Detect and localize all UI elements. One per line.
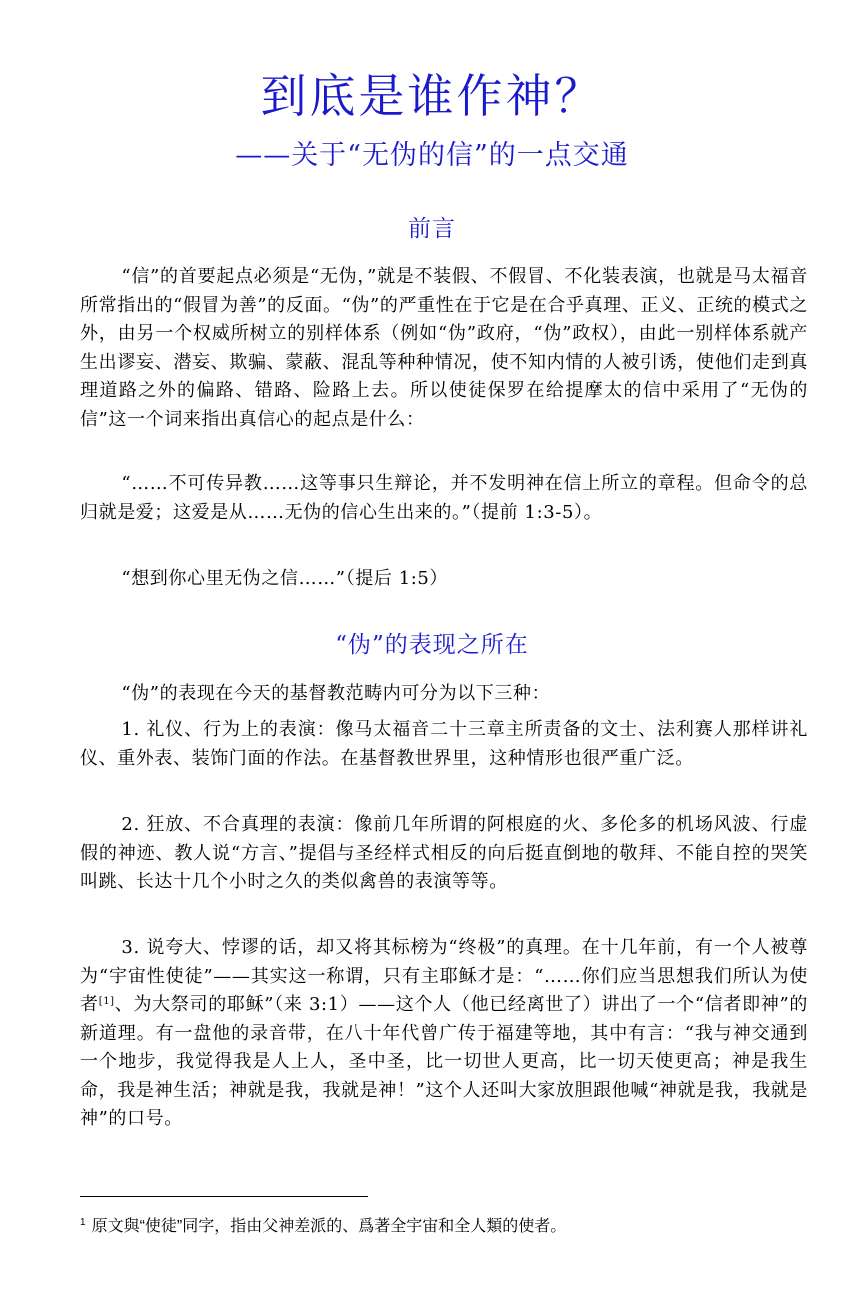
quote-paragraph: “想到你心里无伪之信……”（提后 1:5） [121,568,449,589]
footnote-divider [80,1196,368,1197]
section-heading-manifestation: “伪”的表现之所在 [335,632,529,658]
footnote [80,1212,808,1238]
paragraph: “伪”的表现在今天的基督教范畴内可分为以下三种： [121,683,551,704]
manifestation-intro [80,680,808,709]
preface-quote-1 [80,470,808,527]
quote-paragraph: “……不可传异教……这等事只生辩论，并不发明神在信上所立的章程。但命令的总归就是爱；这爱是从……无伪的信心生出来的。”（提前 1:3-5）。 [80,473,808,523]
list-item: 1. 礼仪、行为上的表演：像马太福音二十三章主所责备的文士、法利赛人那样讲礼仪、重外表、装饰门面的作法。在基督教世界里，这种情形也很严重广泛。 [80,719,808,769]
list-item: 3. 说夸大、悖谬的话，却又将其标榜为“终极”的真理。在十几年前，有一个人被尊为“宇宙性使徒”——其实这一称谓，只有主耶稣才是：“……你们应当思想我们所认为使者[1]、为大祭司的耶稣”（来 3:1）——这个人（他已经离世了）讲出了一个“信者即神”的新道理。有一盘他的录音带，在八十年代曾广传于福建等地，其中有言：“我与神交通到一个地步，我觉得我是人上人，圣中圣，比一切世人更高，比一切天使更高；神是我生命，我是神生活；神就是我，我就是神！”这个人还叫大家放胆跟他喊“神就是我，我就是神”的口号。 [80,937,808,1129]
footnote-mark: 1 [80,1217,86,1228]
preface-paragraph-1 [80,263,808,434]
page-title: 到底是谁作神？ [260,69,604,123]
manifestation-item-3 [80,934,808,1134]
footnote-reference: [1] [98,996,115,1007]
section-heading-preface: 前言 [408,216,456,242]
preface-quote-2 [80,565,808,594]
manifestation-item-2 [80,811,808,897]
list-item: 2. 狂放、不合真理的表演：像前几年所谓的阿根庭的火、多伦多的机场风波、行虚假的神迹、教人说“方言、”提倡与圣经样式相反的向后挺直倒地的敬拜、不能自控的哭笑叫跳、长达十几个小时之久的类似禽兽的表演等等。 [80,814,808,892]
paragraph: “信”的首要起点必须是“无伪，”就是不装假、不假冒、不化装表演，也就是马太福音所常指出的“假冒为善”的反面。“伪”的严重性在于它是在合乎真理、正义、正统的模式之外，由另一个权威所树立的别样体系（例如“伪”政府，“伪”政权），由此一别样体系就产生出谬妄、潜妄、欺骗、蒙蔽、混乱等种种情况，使不知内情的人被引诱，使他们走到真理道路之外的偏路、错路、险路上去。所以使徒保罗在给提摩太的信中采用了“无伪的信”这一个词来指出真信心的起点是什么： [80,266,808,430]
page-subtitle: ——关于“无伪的信”的一点交通 [235,140,629,171]
manifestation-item-1 [80,716,808,773]
footnote-text: 原文與“使徒”同字，指由父神差派的、爲著全宇宙和全人類的使者。 [91,1218,567,1235]
